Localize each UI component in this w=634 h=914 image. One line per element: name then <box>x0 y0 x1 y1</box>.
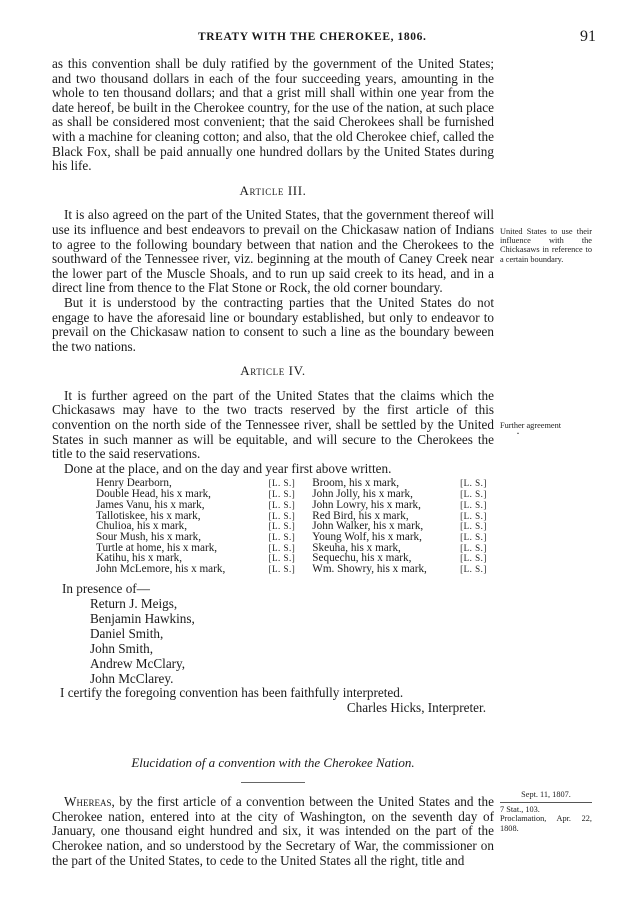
sidenote-united-states: United States to use their influence with the Chickasaws in reference to a certain boundary. <box>500 227 592 264</box>
signatory-name: Skeuha, his x mark, <box>312 541 401 554</box>
main-text <box>52 57 494 868</box>
signatory-name: John Jolly, his x mark, <box>312 488 413 501</box>
witness-name: John Smith, <box>90 641 154 657</box>
signatory-name: Tallotiskee, his x mark, <box>96 509 201 522</box>
sidenote-further-text: Further agreement <box>500 421 562 430</box>
article-4-paragraph-1: It is further agreed on the part of the United States that the claims which the Chickasaws may have to the two tracts reserved by the first article of this convention on the north side of the Tennessee river, shall be settled by the United States in such manner as will be equitable, and will secure to the Cherokees the title to the said reservations. <box>52 387 494 462</box>
signatory-name: Katihu, his x mark, <box>96 552 183 565</box>
seal-mark: [L. S.] <box>460 553 487 564</box>
sidenote-rule <box>500 802 592 803</box>
witness-name: John McClarey. <box>90 671 174 687</box>
signatory-row <box>52 564 494 575</box>
elucidation-title: Elucidation of a convention with the Cherokee Nation. <box>131 754 415 770</box>
seal-mark: [L. S.] <box>460 521 487 532</box>
seal-mark: [L. S.] <box>268 510 296 521</box>
sidenote-date: Sept. 11, 1807. <box>521 790 571 799</box>
signatory-name: Henry Dearborn, <box>96 477 172 490</box>
article-3-paragraph-2: But it is understood by the contracting parties that the United States do not engage to have the aforesaid line or boundary established, but only to endeavor to prevail on the Chickasaw nation to consent to such a line as the boundary beween the two nations. <box>52 294 494 354</box>
signatory-name: Red Bird, his x mark, <box>312 509 409 522</box>
seal-mark: [L. S.] <box>268 489 296 500</box>
certification: I certify the foregoing convention has been faithfully interpreted. <box>60 685 404 701</box>
seal-mark: [L. S.] <box>460 531 487 542</box>
divider <box>241 782 305 783</box>
paragraph-continued: as this convention shall be duly ratified by the government of the United States; and two thousand dollars in each of the four succeeding years, amounting in the whole to ten thousand dollars; and that a grist mill shall within one year from the date hereof, be built in the Cherokee country, for the use of the nation, at such place as shall be considered most convenient; that the said Cherokees shall be furnished with a machine for cleaning cotton; and also, that the old Cherokee chief, called the Black Fox, shall be paid annually one hundred dollars by the United States during his life. <box>52 56 494 174</box>
seal-mark: [L. S.] <box>268 521 296 532</box>
sidenote-stat: 7 Stat., 103. <box>500 805 540 815</box>
signatory-name: Broom, his x mark, <box>312 477 399 490</box>
sidenote-proclamation: Proclamation, Apr. 22, 1808. <box>500 814 592 833</box>
signatory-name: James Vanu, his x mark, <box>96 498 205 511</box>
witness-name: Andrew McClary, <box>90 656 186 672</box>
seal-mark: [L. S.] <box>268 542 296 553</box>
signatory-name: John McLemore, his x mark, <box>96 563 226 576</box>
whereas-text: by the first article of a convention between the United States and the Cherokee nation, entered into at the city of Washington, on the seventh day of January, one thousand eight hundred and six, it was intended on the part of the Cherokee nation, and so understood by the Secretary of War, the commissioner on the part of the United States, to cede to the United States all the right, title and <box>52 794 494 868</box>
whereas-paragraph <box>52 795 494 868</box>
seal-mark: [L. S.] <box>460 499 487 510</box>
seal-mark: [L. S.] <box>460 478 487 489</box>
witness-list <box>52 596 494 686</box>
signatory-row <box>52 500 494 511</box>
signatory-name: Sequechu, his x mark, <box>312 552 412 565</box>
page-title: TREATY WITH THE CHEROKEE, 1806. <box>198 31 427 43</box>
seal-mark: [L. S.] <box>460 510 487 521</box>
sidenote-date-block <box>500 790 592 833</box>
article-3-heading: Article III. <box>239 182 307 198</box>
witness-name: Benjamin Hawkins, <box>90 611 195 627</box>
done-line: Done at the place, and on the day and year first above written. <box>64 460 392 476</box>
article-3-paragraph-1: It is also agreed on the part of the United States, that the government thereof will use its influence and best endeavors to prevail on the Chickasaw nation of Indians to agree to the following boundary between that nation and the Cherokees to the southward of the Tennessee river, viz. beginning at the mouth of Caney Creek near the lower part of the Muscle Shoals, and to run up said creek to its head, and in a direct line from thence to the Flat Stone or Rock, the old corner boundary. <box>52 207 494 296</box>
seal-mark: [L. S.] <box>460 542 487 553</box>
signatory-name: Wm. Showry, his x mark, <box>312 563 427 576</box>
signatory-name: Chulioa, his x mark, <box>96 520 188 533</box>
whereas-lead: Whereas, <box>64 794 115 810</box>
article-4-heading: Article IV. <box>240 363 306 379</box>
seal-mark: [L. S.] <box>268 531 296 542</box>
sidenote-dot: · <box>516 426 520 441</box>
signatory-name: John Walker, his x mark, <box>312 520 424 533</box>
sidenote-further-agreement <box>500 421 592 441</box>
signatories-table <box>52 478 494 574</box>
seal-mark: [L. S.] <box>268 564 296 575</box>
signatory-name: John Lowry, his x mark, <box>312 498 421 511</box>
signatory-name: Double Head, his x mark, <box>96 488 211 501</box>
running-header <box>0 28 634 51</box>
seal-mark: [L. S.] <box>268 478 296 489</box>
seal-mark: [L. S.] <box>460 489 487 500</box>
seal-mark: [L. S.] <box>268 499 296 510</box>
presence-label: In presence of— <box>62 580 150 596</box>
witness-name: Daniel Smith, <box>90 626 164 642</box>
seal-mark: [L. S.] <box>460 564 487 575</box>
signatory-name: Sour Mush, his x mark, <box>96 530 202 543</box>
seal-mark: [L. S.] <box>268 553 296 564</box>
witness-name: Return J. Meigs, <box>90 596 178 612</box>
signatory-name: Turtle at home, his x mark, <box>96 541 218 554</box>
signatory-name: Young Wolf, his x mark, <box>312 530 422 543</box>
page-number: 91 <box>580 28 596 45</box>
interpreter-signature: Charles Hicks, Interpreter. <box>346 699 486 715</box>
